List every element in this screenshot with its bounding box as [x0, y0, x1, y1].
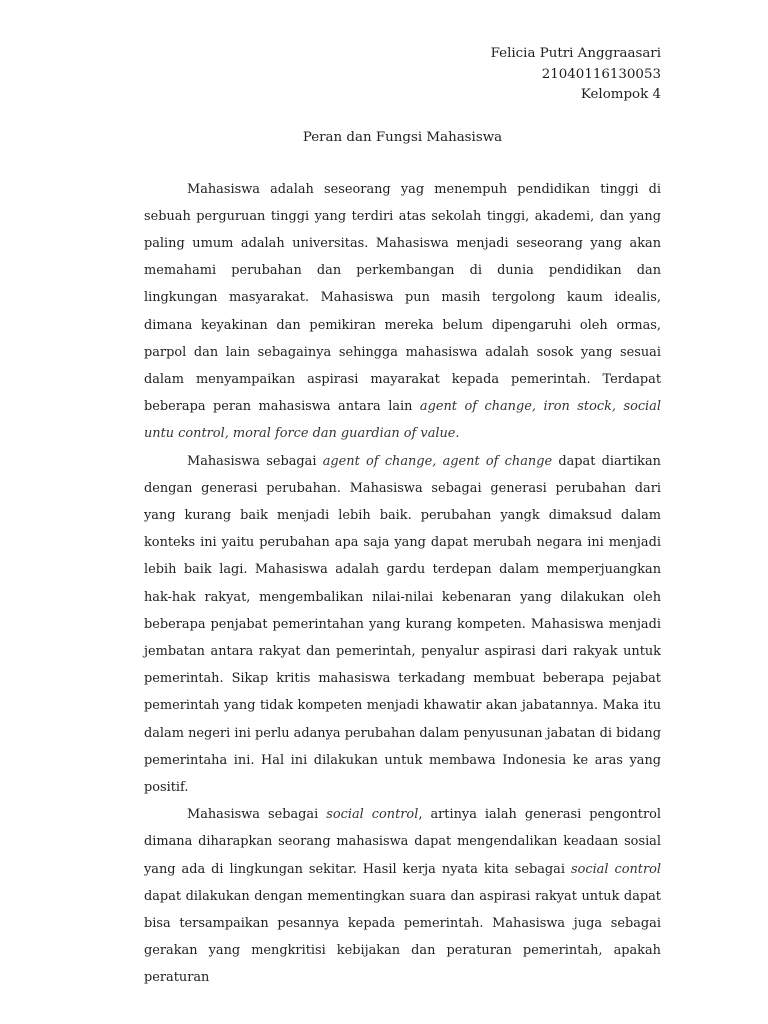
paragraph-3-italic-2: social control [570, 861, 661, 877]
paragraph-2-text-a: Mahasiswa sebagai [187, 453, 323, 469]
author-header [144, 44, 661, 106]
paragraph-3-text-b: , artinya ialah generasi pengontrol dimana diharapkan seorang mahasiswa dapat mengendalikan keadaan sosial yang ada di lingkungan sekitar. Hasil kerja nyata kita sebagai [144, 807, 661, 877]
paragraph-1-text: Mahasiswa adalah seseorang yag menempuh pendidikan tinggi di sebuah perguruan tinggi yang terdiri atas sekolah tinggi, akademi, dan yang paling umum adalah universitas. Mahasiswa menjadi seseorang yang akan memahami perubahan dan perkembangan di dunia pendidikan dan lingkungan masyarakat. Mahasiswa pun masih tergolong kaum idealis, dimana keyakinan dan pemikiran mereka belum dipengaruhi oleh ormas, parpol dan lain sebagainya sehingga mahasiswa adalah sosok yang sesuai dalam menyampaikan aspirasi mayarakat kepada pemerintah. Terdapat beberapa peran mahasiswa antara lain [144, 181, 661, 415]
paragraph-3-text-a: Mahasiswa sebagai [187, 807, 327, 823]
paragraph-3-italic-1: social control [326, 807, 419, 823]
paragraph-3 [144, 801, 661, 991]
author-name: Felicia Putri Anggraasari [490, 46, 661, 61]
group-label: Kelompok 4 [580, 87, 661, 102]
paragraph-3-text-c: dapat dilakukan dengan mementingkan suara dan aspirasi rakyat untuk dapat bisa tersampaikan pesannya kepada pemerintah. Mahasiswa juga sebagai gerakan yang mengkritisi kebijakan dan peraturan pemerintah, apakah peraturan [144, 888, 661, 986]
paragraph-1-italic: agent of change, iron stock, social untu control, moral force dan guardian of value. [144, 399, 661, 442]
paragraph-2-italic: agent of change, agent of change [322, 453, 553, 469]
document-body [144, 176, 661, 992]
paragraph-2 [144, 448, 661, 802]
paragraph-1 [144, 176, 661, 448]
document-title: Peran dan Fungsi Mahasiswa [302, 129, 503, 145]
document-page [144, 44, 661, 992]
paragraph-2-text-b: dapat diartikan dengan generasi perubahan. Mahasiswa sebagai generasi perubahan dari yang kurang baik menjadi lebih baik. perubahan yangk dimaksud dalam konteks ini yaitu perubahan apa saja yang dapat merubah negara ini menjadi lebih baik lagi. Mahasiswa adalah gardu terdepan dalam memperjuangkan hak-hak rakyat, mengembalikan nilai-nilai kebenaran yang dilakukan oleh beberapa penjabat pemerintahan yang kurang kompeten. Mahasiswa menjadi jembatan antara rakyat dan pemerintah, penyalur aspirasi dari rakyak untuk pemerintah. Sikap kritis mahasiswa terkadang membuat beberapa pejabat pemerintah yang tidak kompeten menjadi khawatir akan jabatannya. Maka itu dalam negeri ini perlu adanya perubahan dalam penyusunan jabatan di bidang pemerintaha ini. Hal ini dilakukan untuk membawa Indonesia ke aras yang positif. [144, 453, 661, 795]
student-id: 21040116130053 [541, 66, 661, 82]
